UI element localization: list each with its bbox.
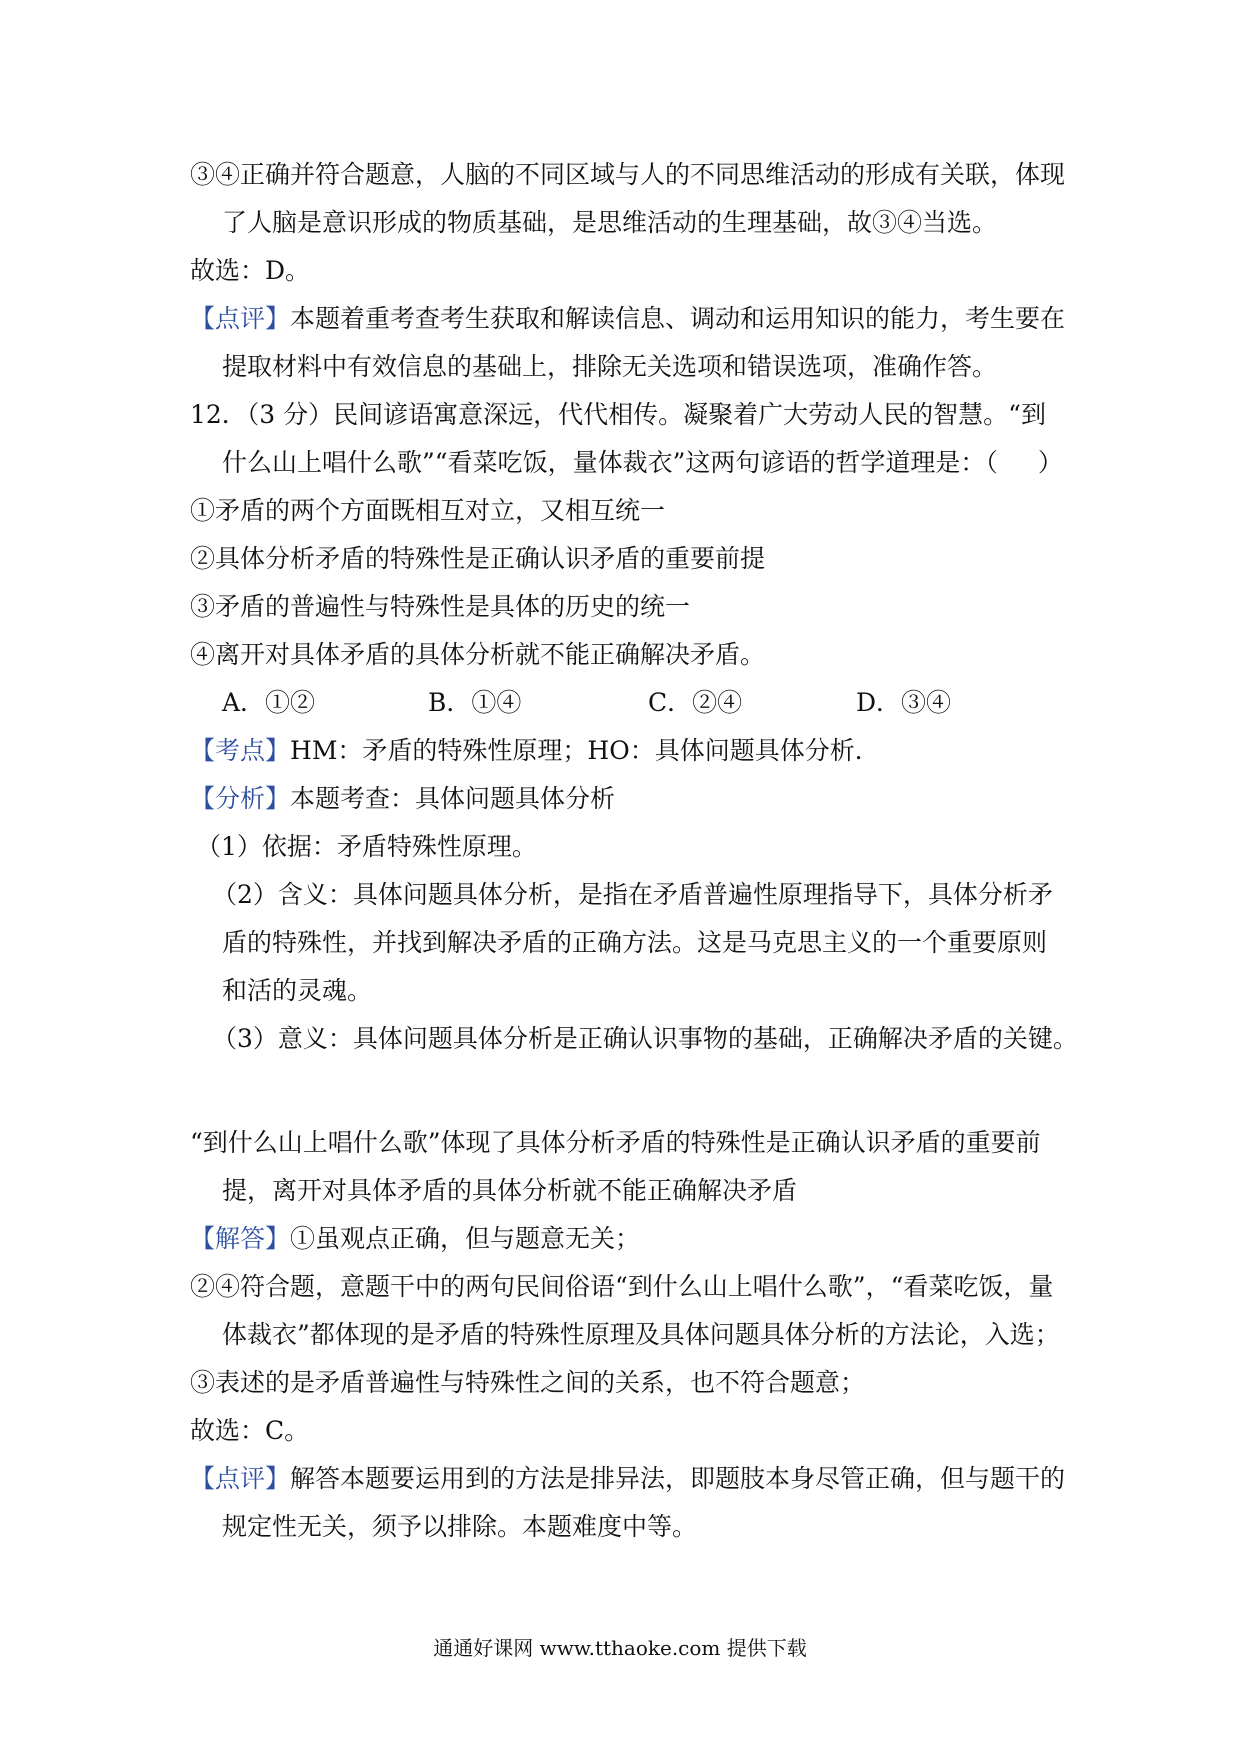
prev-comment-line-2: 提取材料中有效信息的基础上，排除无关选项和错误选项，准确作答。 (222, 352, 998, 381)
prev-analysis-line-1: ③④正确并符合题意，人脑的不同区域与人的不同思维活动的形成有关联，体现 (190, 160, 1066, 189)
question-12-stem-line-1: 12．（3 分）民间谚语寓意深远，代代相传。凝聚着广大劳动人民的智慧。“到 (190, 400, 1046, 429)
kaodian-line (190, 734, 880, 768)
fenxi-text: 本题考查：具体问题具体分析 (290, 784, 616, 813)
fenxi-tag: 【分析】 (190, 784, 291, 813)
fenxi-line (190, 782, 615, 816)
statement-1: ①矛盾的两个方面既相互对立，又相互统一 (190, 496, 666, 525)
q12-answer: 故选：C。 (190, 1416, 310, 1445)
prev-answer: 故选：D。 (190, 256, 311, 285)
prev-analysis-line-2: 了人脑是意识形成的物质基础，是思维活动的生理基础，故③④当选。 (222, 208, 998, 237)
q12-comment-text: 解答本题要运用到的方法是排异法，即题肢本身尽管正确，但与题干的 (290, 1464, 1066, 1493)
jieda-line-2a: ②④符合题，意题干中的两句民间俗语“到什么山上唱什么歌”，“看菜吃饭，量 (190, 1272, 1054, 1301)
fenxi-point-3: （3）意义：具体问题具体分析是正确认识事物的基础，正确解决矛盾的关键。 (212, 1024, 1078, 1053)
jieda-line-2b: 体裁衣”都体现的是矛盾的特殊性原理及具体问题具体分析的方法论，入选； (222, 1320, 1060, 1349)
jieda-line-3: ③表述的是矛盾普遍性与特殊性之间的关系，也不符合题意； (190, 1368, 866, 1397)
statement-4: ④离开对具体矛盾的具体分析就不能正确解决矛盾。 (190, 640, 766, 669)
stem-text: 什么山上唱什么歌”“看菜吃饭，量体裁衣”这两句谚语的哲学道理是：（ (222, 448, 998, 477)
statement-2: ②具体分析矛盾的特殊性是正确认识矛盾的重要前提 (190, 544, 766, 573)
fenxi-point-2-line-3: 和活的灵魂。 (222, 976, 373, 1005)
kaodian-tag: 【考点】 (190, 736, 291, 765)
option-d: D．③④ (856, 688, 952, 717)
option-a: A．①② (222, 688, 316, 717)
q12-comment-line-1 (190, 1462, 1065, 1496)
fenxi-point-1: （1）依据：矛盾特殊性原理。 (196, 832, 537, 861)
jieda-tag: 【解答】 (190, 1224, 291, 1253)
comment-tag: 【点评】 (190, 304, 291, 333)
stem-close-paren: ） (1037, 448, 1063, 477)
kaodian-text: HM：矛盾的特殊性原理；HO：具体问题具体分析． (290, 736, 880, 765)
jieda-text: ①虽观点正确，但与题意无关； (290, 1224, 641, 1253)
option-b: B．①④ (428, 688, 522, 717)
prev-comment-text: 本题着重考查考生获取和解读信息、调动和运用知识的能力，考生要在 (290, 304, 1066, 333)
statement-3: ③矛盾的普遍性与特殊性是具体的历史的统一 (190, 592, 691, 621)
jieda-line (190, 1222, 640, 1256)
q12-comment-tag: 【点评】 (190, 1464, 291, 1493)
question-12-stem-line-2 (222, 446, 1063, 480)
q12-comment-line-2: 规定性无关，须予以排除。本题难度中等。 (222, 1512, 698, 1541)
fenxi-point-2-line-2: 盾的特殊性，并找到解决矛盾的正确方法。这是马克思主义的一个重要原则 (222, 928, 1048, 957)
option-c: C．②④ (648, 688, 743, 717)
page-footer: 通通好课网 www.tthaoke.com 提供下载 (433, 1636, 807, 1660)
fenxi-point-2-line-1: （2）含义：具体问题具体分析，是指在矛盾普遍性原理指导下，具体分析矛 (212, 880, 1053, 909)
extra-line-1: “到什么山上唱什么歌”体现了具体分析矛盾的特殊性是正确认识矛盾的重要前 (190, 1128, 1041, 1157)
prev-comment-line-1 (190, 302, 1065, 336)
extra-line-2: 提，离开对具体矛盾的具体分析就不能正确解决矛盾 (222, 1176, 798, 1205)
